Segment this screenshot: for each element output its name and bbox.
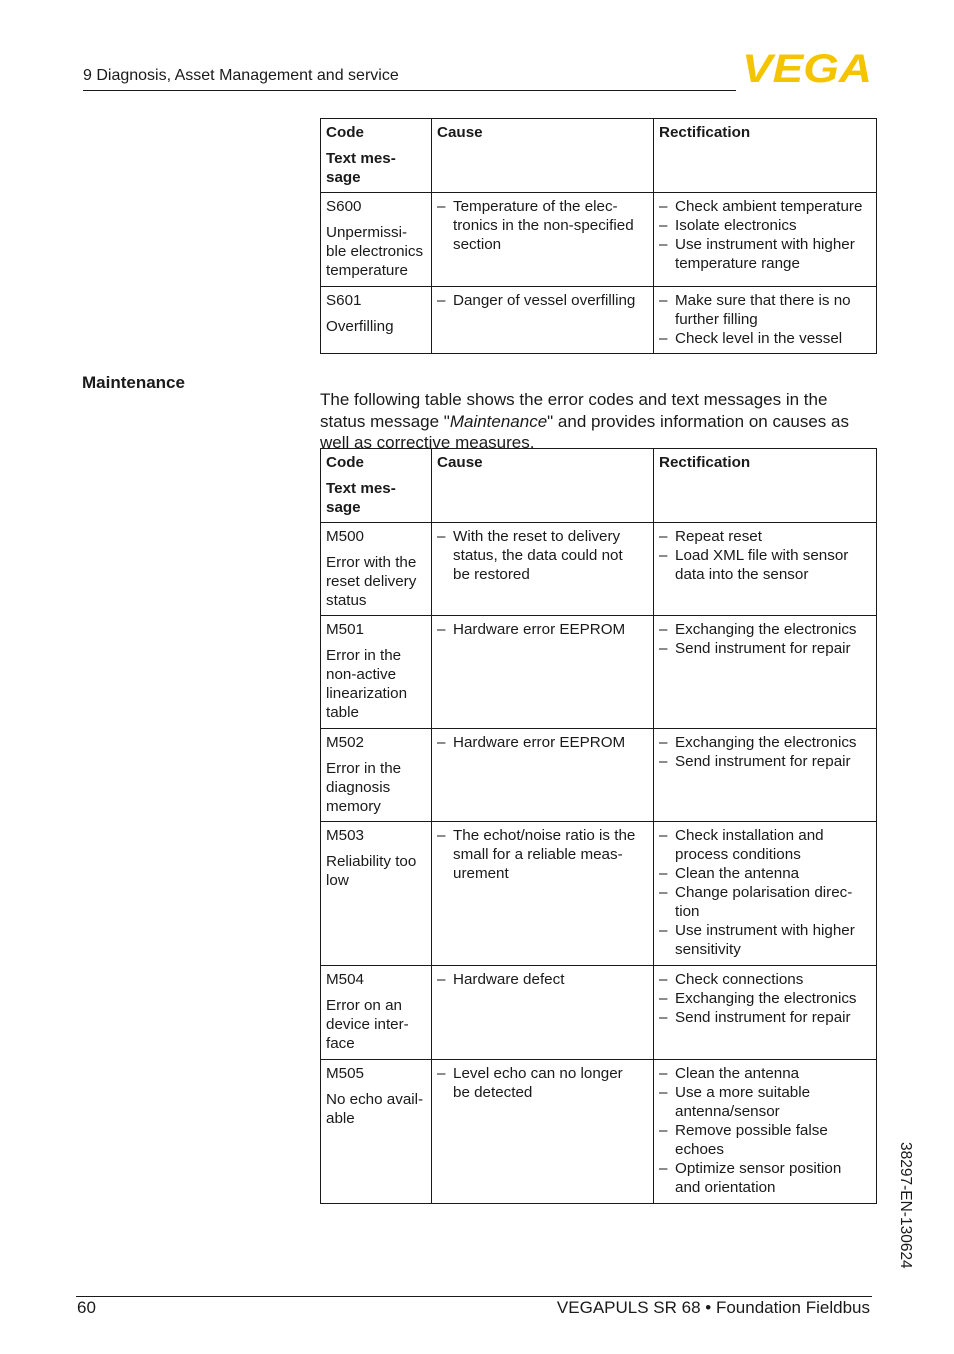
footer-title: VEGAPULS SR 68 • Foundation Fieldbus — [556, 1298, 870, 1317]
text-message: No echo avail- able — [326, 1091, 424, 1127]
rectification-list — [659, 197, 871, 273]
rectification-item: – Check connections — [659, 970, 871, 989]
rectification-list — [659, 291, 871, 348]
header-text-message: Text mes- sage — [326, 480, 396, 516]
rectification-cell — [654, 966, 877, 1060]
rectification-cell — [654, 616, 877, 729]
text-message: Reliability too low — [326, 853, 417, 889]
rectification-list — [659, 527, 871, 584]
header-code-cell — [321, 119, 432, 193]
intro-text-end: " and provides information on causes as well as corrective measures. — [320, 411, 849, 452]
cause-list — [437, 291, 648, 310]
maintenance-intro — [320, 389, 876, 454]
table-row — [321, 966, 877, 1060]
rectification-item: – Send instrument for repair — [659, 752, 871, 771]
error-code: M501 — [326, 621, 364, 638]
cause-cell — [432, 287, 654, 354]
rectification-item: – Use instrument with higher temperature range — [659, 235, 871, 273]
rectification-item: – Repeat reset — [659, 527, 871, 546]
rectification-item: – Send instrument for repair — [659, 639, 871, 658]
rectification-item: – Clean the antenna — [659, 1064, 871, 1083]
table-row — [321, 523, 877, 616]
rectification-item: – Exchanging the electronics — [659, 620, 871, 639]
status-table-s — [320, 118, 877, 354]
header-code-cell — [321, 449, 432, 523]
rectification-cell — [654, 1060, 877, 1204]
table-row — [321, 616, 877, 729]
table-row — [321, 193, 877, 287]
text-message: Error in the non-active linearization table — [326, 647, 408, 721]
header-cause: Cause — [432, 449, 654, 523]
cause-item: – With the reset to delivery status, the data could not be restored — [437, 527, 648, 584]
cause-cell — [432, 729, 654, 822]
rectification-item: – Make sure that there is no further filling — [659, 291, 871, 329]
rectification-list — [659, 733, 871, 771]
header-code: Code — [326, 454, 364, 471]
table-row — [321, 1060, 877, 1204]
rectification-cell — [654, 193, 877, 287]
rectification-item: – Use a more suitable antenna/sensor — [659, 1083, 871, 1121]
table-header-row — [321, 449, 877, 523]
table-row — [321, 287, 877, 354]
rectification-item: – Isolate electronics — [659, 216, 871, 235]
code-cell — [321, 822, 432, 966]
text-message: Error on an device inter- face — [326, 997, 409, 1052]
text-message: Overfilling — [326, 318, 394, 335]
header-rectification: Rectification — [654, 119, 877, 193]
error-code: M504 — [326, 971, 364, 988]
code-cell — [321, 616, 432, 729]
cause-item: – Level echo can no longer be detected — [437, 1064, 648, 1102]
rectification-list — [659, 620, 871, 658]
rectification-item: – Check level in the vessel — [659, 329, 871, 348]
header-rectification: Rectification — [654, 449, 877, 523]
rectification-item: – Exchanging the electronics — [659, 733, 871, 752]
cause-cell — [432, 616, 654, 729]
rectification-item: – Send instrument for repair — [659, 1008, 871, 1027]
cause-cell — [432, 523, 654, 616]
rectification-item: – Load XML file with sensor data into the sensor — [659, 546, 871, 584]
cause-item: – Hardware defect — [437, 970, 648, 989]
cause-list — [437, 197, 648, 254]
header-code: Code — [326, 124, 364, 141]
cause-item: – Danger of vessel overfilling — [437, 291, 648, 310]
cause-list — [437, 1064, 648, 1102]
table-row — [321, 729, 877, 822]
code-cell — [321, 193, 432, 287]
error-code: M503 — [326, 827, 364, 844]
header-divider — [83, 90, 736, 91]
rectification-list — [659, 1064, 871, 1197]
rectification-cell — [654, 287, 877, 354]
rectification-item: – Change polarisation direc- tion — [659, 883, 871, 921]
rectification-item: – Remove possible false echoes — [659, 1121, 871, 1159]
cause-item: – Hardware error EEPROM — [437, 733, 648, 752]
code-cell — [321, 966, 432, 1060]
error-code: M502 — [326, 734, 364, 751]
error-code: S600 — [326, 198, 362, 215]
text-message: Error in the diagnosis memory — [326, 760, 402, 815]
status-table-m — [320, 448, 877, 1204]
table-header-row — [321, 119, 877, 193]
page-number: 60 — [77, 1298, 96, 1317]
error-code: S601 — [326, 292, 362, 309]
cause-list — [437, 620, 648, 639]
rectification-item: – Exchanging the electronics — [659, 989, 871, 1008]
cause-item: – Temperature of the elec- tronics in the non-specified section — [437, 197, 648, 254]
cause-list — [437, 527, 648, 584]
maintenance-heading: Maintenance — [82, 373, 185, 392]
rectification-item: – Check ambient temperature — [659, 197, 871, 216]
rectification-list — [659, 826, 871, 959]
code-cell — [321, 287, 432, 354]
cause-cell — [432, 1060, 654, 1204]
table-row — [321, 822, 877, 966]
cause-item: – Hardware error EEPROM — [437, 620, 648, 639]
document-code: 38297-EN-130624 — [897, 1142, 914, 1269]
rectification-cell — [654, 822, 877, 966]
cause-item: – The echot/noise ratio is the small for a reliable meas- urement — [437, 826, 648, 883]
cause-cell — [432, 966, 654, 1060]
cause-list — [437, 826, 648, 883]
intro-text-start: The following table shows the error codes and text messages in the status message " — [320, 390, 828, 431]
cause-list — [437, 733, 648, 752]
rectification-cell — [654, 523, 877, 616]
vega-logo — [741, 50, 873, 86]
section-title: 9 Diagnosis, Asset Management and service — [83, 67, 399, 84]
footer-divider — [76, 1296, 872, 1297]
rectification-cell — [654, 729, 877, 822]
text-message: Unpermissi- ble electronics temperature — [326, 224, 424, 279]
text-message: Error with the reset delivery status — [326, 554, 417, 609]
cause-cell — [432, 822, 654, 966]
intro-text-italic: Maintenance — [449, 411, 548, 431]
rectification-item: – Check installation and process conditions — [659, 826, 871, 864]
cause-cell — [432, 193, 654, 287]
code-cell — [321, 729, 432, 822]
rectification-item: – Use instrument with higher sensitivity — [659, 921, 871, 959]
logo-lettering: VEGA — [742, 50, 872, 86]
rectification-item: – Optimize sensor position and orientation — [659, 1159, 871, 1197]
header-text-message: Text mes- sage — [326, 150, 396, 186]
rectification-list — [659, 970, 871, 1027]
error-code: M505 — [326, 1065, 364, 1082]
code-cell — [321, 523, 432, 616]
cause-list — [437, 970, 648, 989]
header-cause: Cause — [432, 119, 654, 193]
rectification-item: – Clean the antenna — [659, 864, 871, 883]
code-cell — [321, 1060, 432, 1204]
error-code: M500 — [326, 528, 364, 545]
